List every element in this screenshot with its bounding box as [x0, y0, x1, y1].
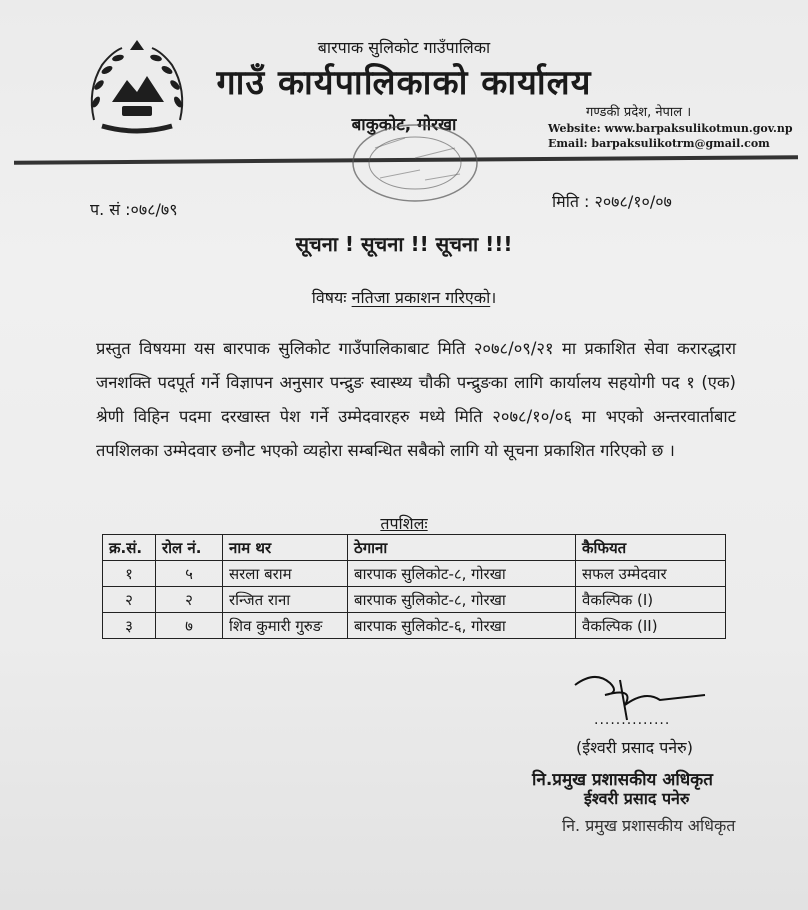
results-table	[102, 534, 726, 639]
signatory-name: (ईश्वरी प्रसाद पनेरु)	[576, 738, 693, 757]
cell-sn: १	[103, 561, 156, 587]
col-header-sn: क्र.सं.	[103, 535, 156, 561]
cell-sn: ३	[103, 613, 156, 639]
office-stamp-seal	[345, 118, 485, 208]
col-header-address: ठेगाना	[348, 535, 576, 561]
cell-remarks: वैकल्पिक (II)	[576, 613, 726, 639]
signatory-title: नि.प्रमुख प्रशासकीय अधिकृत	[532, 770, 713, 790]
table-row	[103, 587, 726, 613]
table-header-row	[103, 535, 726, 561]
municipality-name: बारपाक सुलिकोट गाउँपालिका	[317, 38, 491, 57]
table-row	[103, 613, 726, 639]
cell-roll: ७	[156, 613, 223, 639]
province-label: गण्डकी प्रदेश, नेपाल ।	[586, 105, 692, 120]
signature-line: ..............	[594, 712, 671, 728]
cell-sn: २	[103, 587, 156, 613]
stamp-title: नि. प्रमुख प्रशासकीय अधिकृत	[562, 816, 736, 835]
table-title: तपशिलः	[380, 514, 428, 533]
subject-line	[0, 286, 808, 308]
cell-address: बारपाक सुलिकोट-६, गोरखा	[348, 613, 576, 639]
subject-end: ।	[490, 288, 497, 307]
subject-label: विषयः	[311, 288, 347, 307]
office-place: बाकुकोट, गोरखा	[351, 115, 457, 135]
table-heading	[0, 512, 808, 534]
stamp-name: ईश्वरी प्रसाद पनेरु	[584, 789, 690, 808]
cell-roll: २	[156, 587, 223, 613]
col-header-remarks: कैफियत	[576, 535, 726, 561]
cell-roll: ५	[156, 561, 223, 587]
cell-name: शिव कुमारी गुरुङ	[223, 613, 348, 639]
issue-date: मिति : २०७८/१०/०७	[552, 192, 672, 211]
office-name: गाउँ कार्यपालिकाको कार्यालय	[216, 63, 592, 103]
notice-heading: सूचना ! सूचना !! सूचना !!!	[295, 232, 513, 256]
website-text: Website: www.barpaksulikotmun.gov.np	[548, 122, 793, 135]
cell-remarks: सफल उम्मेदवार	[576, 561, 726, 587]
email-text: Email: barpaksulikotrm@gmail.com	[548, 137, 770, 150]
table-row	[103, 561, 726, 587]
cell-remarks: वैकल्पिक (I)	[576, 587, 726, 613]
notice-body: प्रस्तुत विषयमा यस बारपाक सुलिकोट गाउँपालिकाबाट मिति २०७८/०९/२१ मा प्रकाशित सेवा करारद्धारा जनशक्ति पदपूर्त गर्ने विज्ञापन अनुसार पन्द्रुङ स्वास्थ्य चौकी पन्द्रुङका लागि कार्यालय सहयोगी पद १ (एक) श्रेणी विहिन पदमा दरखास्त पेश गर्ने उम्मेदवारहरु मध्ये मिति २०७८/१०/०६ मा भएको अन्तरवार्ताबाट तपशिलका उम्मेदवार छनौट भएको व्यहोरा सम्बन्धित सबैको लागि यो सूचना प्रकाशित गरिएको छ ।	[96, 339, 736, 460]
cell-name: सरला बराम	[223, 561, 348, 587]
cell-address: बारपाक सुलिकोट-८, गोरखा	[348, 561, 576, 587]
col-header-roll: रोल नं.	[156, 535, 223, 561]
cell-address: बारपाक सुलिकोट-८, गोरखा	[348, 587, 576, 613]
cell-name: रन्जित राना	[223, 587, 348, 613]
col-header-name: नाम थर	[223, 535, 348, 561]
reference-number: प. सं :०७८/७९	[90, 200, 178, 219]
subject-text: नतिजा प्रकाशन गरिएको	[351, 288, 491, 307]
